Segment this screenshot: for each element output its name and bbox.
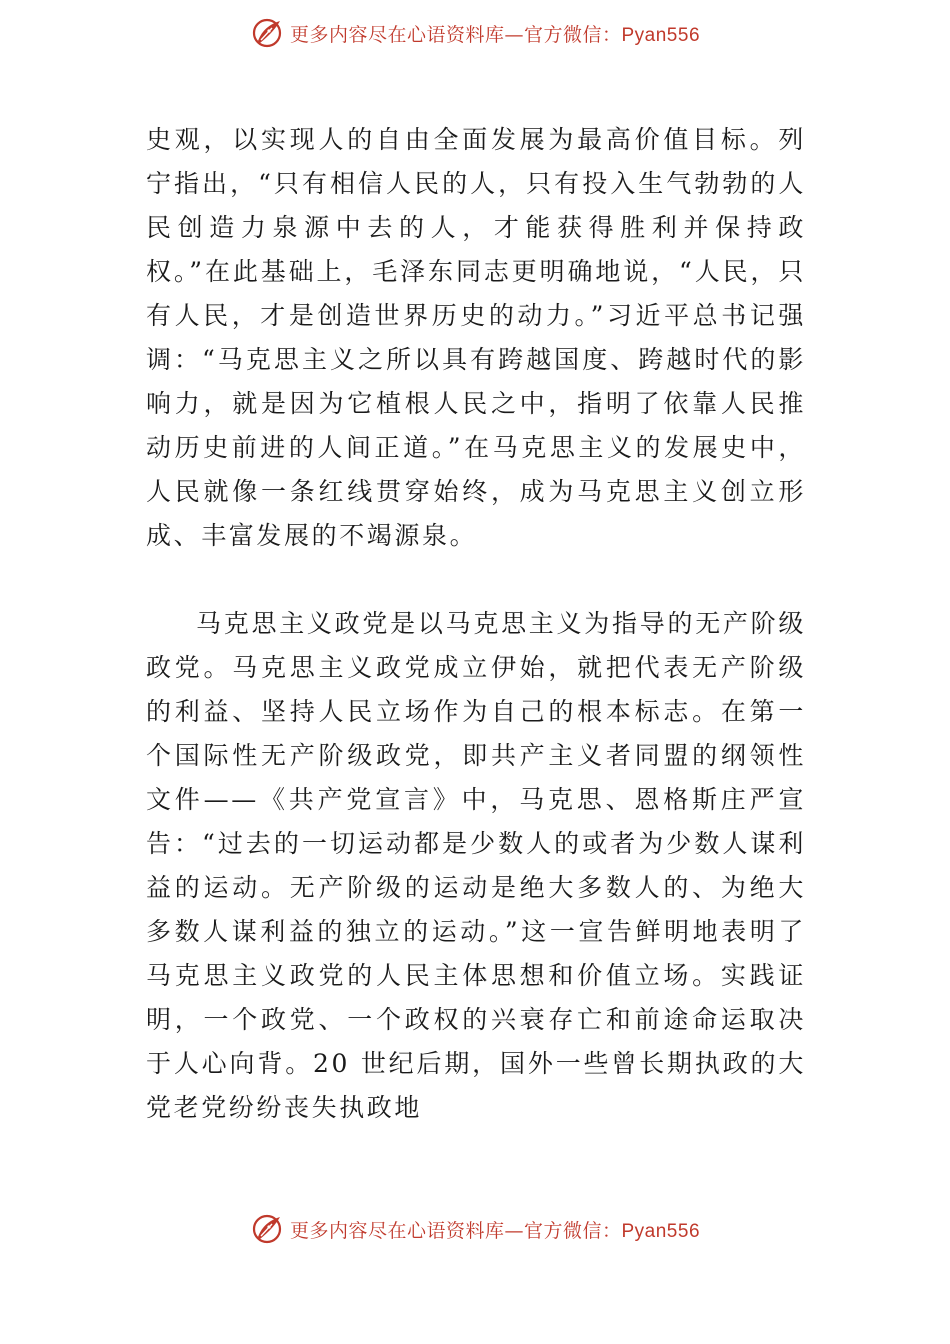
header-separator: —	[504, 23, 524, 46]
pen-nib-logo-icon	[250, 1212, 284, 1246]
footer-banner-text	[290, 1216, 700, 1243]
header-banner	[0, 16, 950, 50]
body-paragraph-2: 马克思主义政党是以马克思主义为指导的无产阶级政党。马克思主义政党成立伊始，就把代表无产阶级的利益、坚持人民立场作为自己的根本标志。在第一个国际性无产阶级政党，即共产主义者同盟的纲领性文件——《共产党宣言》中，马克思、恩格斯庄严宣告：“过去的一切运动都是少数人的或者为少数人谋利益的运动。无产阶级的运动是绝大多数人的、为绝大多数人谋利益的独立的运动。”这一宣告鲜明地表明了马克思主义政党的人民主体思想和价值立场。实践证明，一个政党、一个政权的兴衰存亡和前途命运取决于人心向背。20 世纪后期，国外一些曾长期执政的大党老党纷纷丧失执政地	[146, 609, 806, 1122]
header-contact-handle: Pyan556	[621, 24, 701, 46]
header-contact-label: 官方微信：	[523, 23, 622, 46]
footer-contact-label: 官方微信：	[523, 1219, 622, 1242]
header-brand: 更多内容尽在心语资料库	[289, 23, 505, 46]
body-paragraph-1: 史观，以实现人的自由全面发展为最高价值目标。列宁指出，“只有相信人民的人，只有投入生气勃勃的人民创造力泉源中去的人，才能获得胜利并保持政权。”在此基础上，毛泽东同志更明确地说，“人民，只有人民，才是创造世界历史的动力。”习近平总书记强调：“马克思主义之所以具有跨越国度、跨越时代的影响力，就是因为它植根人民之中，指明了依靠人民推动历史前进的人间正道。”在马克思主义的发展史中，人民就像一条红线贯穿始终，成为马克思主义创立形成、丰富发展的不竭源泉。	[146, 125, 806, 550]
footer-brand: 更多内容尽在心语资料库	[289, 1219, 505, 1242]
pen-nib-logo-icon	[250, 16, 284, 50]
paragraph-spacer	[146, 558, 806, 602]
header-banner-text	[290, 20, 700, 47]
footer-contact-handle: Pyan556	[621, 1220, 701, 1242]
footer-banner	[0, 1212, 950, 1246]
document-body	[146, 118, 806, 1130]
footer-separator: —	[504, 1219, 524, 1242]
